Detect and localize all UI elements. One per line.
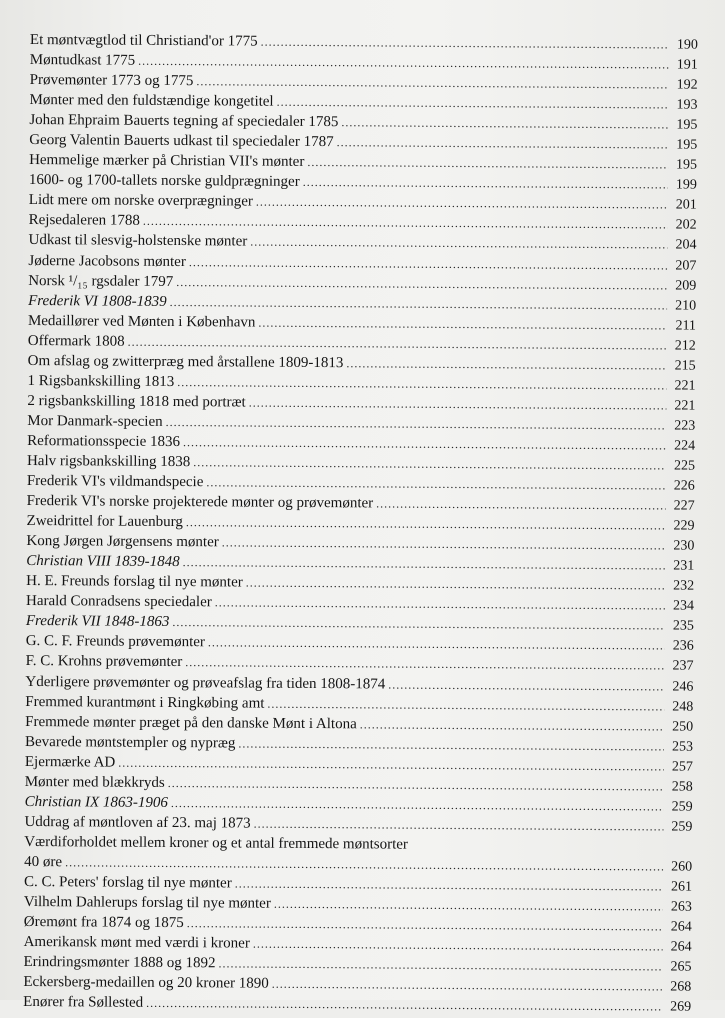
toc-page-number: 210 bbox=[675, 298, 697, 314]
dot-leader bbox=[267, 693, 664, 716]
toc-entry-title: Øremønt fra 1874 og 1875 bbox=[23, 914, 184, 932]
toc-page-number: 248 bbox=[672, 699, 694, 715]
toc-page-number: 207 bbox=[675, 258, 697, 274]
toc-page-number: 246 bbox=[672, 679, 694, 695]
toc-entry-title: Eckersberg-medaillen og 20 kroner 1890 bbox=[23, 974, 269, 992]
dot-leader bbox=[303, 172, 668, 195]
dot-leader bbox=[274, 894, 663, 917]
toc-entry-title: H. E. Freunds forslag til nye mønter bbox=[26, 573, 243, 591]
toc-page-number: 195 bbox=[676, 157, 698, 173]
dot-leader bbox=[360, 714, 665, 736]
toc-entry-title: Mønter med den fuldstændige kongetitel bbox=[29, 92, 274, 110]
dot-leader bbox=[146, 993, 662, 1017]
toc-entry-title: Mønter med blækkryds bbox=[24, 773, 165, 791]
toc-entry-title: Et møntvægtlod til Christiand'or 1775 bbox=[29, 31, 258, 50]
toc-section-heading: Frederik VI 1808-1839 bbox=[28, 292, 167, 310]
toc-page-number: 260 bbox=[671, 859, 693, 875]
dot-leader bbox=[253, 934, 663, 957]
toc-page-number: 204 bbox=[675, 237, 697, 254]
toc-page-number: 209 bbox=[675, 278, 697, 294]
toc-entry-title: Kong Jørgen Jørgensens mønter bbox=[26, 533, 219, 551]
toc-page-number: 226 bbox=[673, 478, 695, 494]
toc-entry-title: Zweidrittel for Lauenburg bbox=[26, 513, 183, 531]
table-of-contents bbox=[23, 30, 698, 1017]
toc-entry-title: Reformationsspecie 1836 bbox=[27, 432, 181, 450]
toc-entry-title: C. C. Peters' forslag til nye mønter bbox=[23, 873, 232, 892]
toc-page-number: 258 bbox=[671, 779, 693, 795]
toc-page-number: 195 bbox=[676, 137, 698, 153]
toc-entry-title: 2 rigsbankskilling 1818 med portræt bbox=[27, 392, 246, 411]
toc-entry-title: Yderligere prøvemønter og prøveafslag fra tiden 1808-1874 bbox=[25, 673, 386, 692]
toc-entry-title: Erindringsmønter 1888 og 1892 bbox=[23, 954, 216, 972]
toc-entry-title: Norsk ¹/₁₅ rgsdaler 1797 bbox=[28, 272, 174, 290]
toc-section-heading: Frederik VII 1848-1863 bbox=[25, 613, 170, 631]
toc-page-number: 227 bbox=[673, 498, 695, 514]
toc-page-number: 264 bbox=[670, 939, 692, 955]
toc-entry-title: Lidt mere om norske overprægninger bbox=[28, 192, 253, 210]
toc-entry-title: Rejsedaleren 1788 bbox=[28, 212, 140, 230]
toc-entry-title: Fremmed kurantmønt i Ringkøbing amt bbox=[25, 693, 265, 712]
toc-page-number: 263 bbox=[670, 899, 692, 915]
toc-page-number: 265 bbox=[670, 959, 692, 975]
toc-entry-title: Harald Conradsens speciedaler bbox=[25, 593, 212, 611]
toc-entry-title: Amerikansk mønt med værdi i kroner bbox=[23, 934, 250, 952]
toc-entry-title: Om afslag og zwitterpræg med årstallene 1809-1813 bbox=[27, 352, 344, 371]
toc-entry-title: Værdiforholdet mellem kroner og et antal fremmede møntsorter bbox=[24, 833, 409, 853]
toc-entry-title: Enører fra Søllested bbox=[23, 994, 144, 1012]
toc-page-number: 202 bbox=[675, 217, 697, 234]
toc-entry-title: 40 øre bbox=[24, 853, 63, 871]
toc-entry-title: Prøvemønter 1773 og 1775 bbox=[29, 72, 194, 90]
dot-leader bbox=[346, 353, 666, 375]
toc-entry-title: 1 Rigsbankskilling 1813 bbox=[27, 372, 175, 390]
toc-entry-title: Bevarede møntstempler og nypræg bbox=[24, 733, 236, 752]
toc-entry-title: F. C. Krohns prøvemønter bbox=[25, 653, 183, 671]
toc-entry-title: Mor Danmark-specien bbox=[27, 412, 163, 430]
toc-page-number: 211 bbox=[675, 318, 697, 334]
toc-page-number: 191 bbox=[676, 57, 698, 73]
dot-leader bbox=[261, 32, 669, 55]
toc-page-number: 221 bbox=[674, 378, 696, 394]
toc-entry-title: Georg Valentin Bauerts udkast til speciedaler 1787 bbox=[29, 132, 334, 151]
toc-entry-title: Udkast til slesvig-holstenske mønter bbox=[28, 232, 248, 250]
toc-page-number: 232 bbox=[673, 578, 695, 594]
toc-page-number: 257 bbox=[671, 759, 693, 775]
toc-page-number: 192 bbox=[676, 77, 698, 93]
toc-page-number: 215 bbox=[674, 358, 696, 374]
toc-entry-title: Ejermærke AD bbox=[24, 753, 116, 771]
dot-leader bbox=[307, 152, 668, 175]
toc-page-number: 190 bbox=[676, 37, 698, 53]
toc-page-number: 223 bbox=[674, 418, 696, 434]
toc-page-number: 225 bbox=[673, 458, 696, 474]
toc-page-number: 261 bbox=[670, 879, 693, 895]
dot-leader bbox=[337, 132, 669, 154]
toc-entry bbox=[23, 992, 691, 1017]
toc-entry-title: Frederik VI's vildmandspecie bbox=[26, 473, 204, 491]
toc-entry-title: Vilhelm Dahlerups forslag til nye mønter bbox=[23, 893, 271, 912]
toc-page-number: 235 bbox=[672, 618, 694, 635]
toc-entry-title: G. C. F. Freunds prøvemønter bbox=[25, 633, 205, 651]
toc-page-number: 237 bbox=[672, 658, 694, 675]
toc-entry-title: Frederik VI's norske projekterede mønter og prøvemønter bbox=[26, 493, 374, 512]
toc-page-number: 264 bbox=[670, 919, 692, 935]
toc-entry-title: Johan Ehpraim Bauerts tegning af speciedaler 1785 bbox=[29, 112, 339, 131]
toc-entry-title: Medaillører ved Mønten i København bbox=[27, 312, 256, 331]
toc-page-number: 199 bbox=[675, 177, 697, 193]
toc-section-heading: Christian IX 1863-1906 bbox=[24, 793, 169, 811]
toc-entry-title: Halv rigsbankskilling 1838 bbox=[26, 452, 191, 471]
toc-page-number: 229 bbox=[673, 518, 695, 534]
toc-entry-title: Jøderne Jacobsons mønter bbox=[28, 252, 186, 270]
toc-entry-title: Fremmede mønter præget på den danske Mønt i Altona bbox=[25, 713, 357, 732]
dot-leader bbox=[376, 494, 666, 516]
toc-entry-title: 1600- og 1700-tallets norske guldprægninger bbox=[28, 172, 300, 191]
toc-page-number: 268 bbox=[670, 979, 692, 995]
toc-entry-title: Møntudkast 1775 bbox=[29, 52, 136, 69]
toc-page-number: 201 bbox=[675, 197, 697, 214]
toc-entry-title: Hemmelige mærker på Christian VII's mønter bbox=[29, 152, 305, 171]
toc-page-number: 259 bbox=[671, 799, 693, 815]
dot-leader bbox=[341, 112, 668, 134]
dot-leader bbox=[272, 974, 663, 997]
toc-entry-title: Offermark 1808 bbox=[27, 332, 125, 350]
toc-page-number: 236 bbox=[672, 638, 694, 655]
toc-page-number: 253 bbox=[671, 739, 694, 755]
toc-page-number: 234 bbox=[672, 598, 695, 614]
toc-page-number: 269 bbox=[670, 999, 692, 1015]
dot-leader bbox=[258, 312, 667, 335]
toc-section-heading: Christian VIII 1839-1848 bbox=[26, 553, 180, 571]
dot-leader bbox=[277, 92, 669, 115]
toc-page-number: 212 bbox=[674, 338, 696, 354]
toc-page-number: 193 bbox=[676, 97, 698, 113]
toc-page-number: 230 bbox=[673, 538, 695, 554]
dot-leader bbox=[388, 674, 664, 696]
toc-page-number: 259 bbox=[671, 819, 693, 835]
toc-page-number: 231 bbox=[673, 558, 695, 574]
dot-leader bbox=[254, 813, 664, 836]
toc-page-number: 221 bbox=[674, 398, 696, 414]
toc-page-number: 250 bbox=[672, 719, 694, 735]
toc-entry-title: Uddrag af møntloven af 23. maj 1873 bbox=[24, 813, 251, 832]
toc-page-number: 224 bbox=[674, 438, 696, 454]
toc-page-number: 195 bbox=[676, 117, 698, 133]
